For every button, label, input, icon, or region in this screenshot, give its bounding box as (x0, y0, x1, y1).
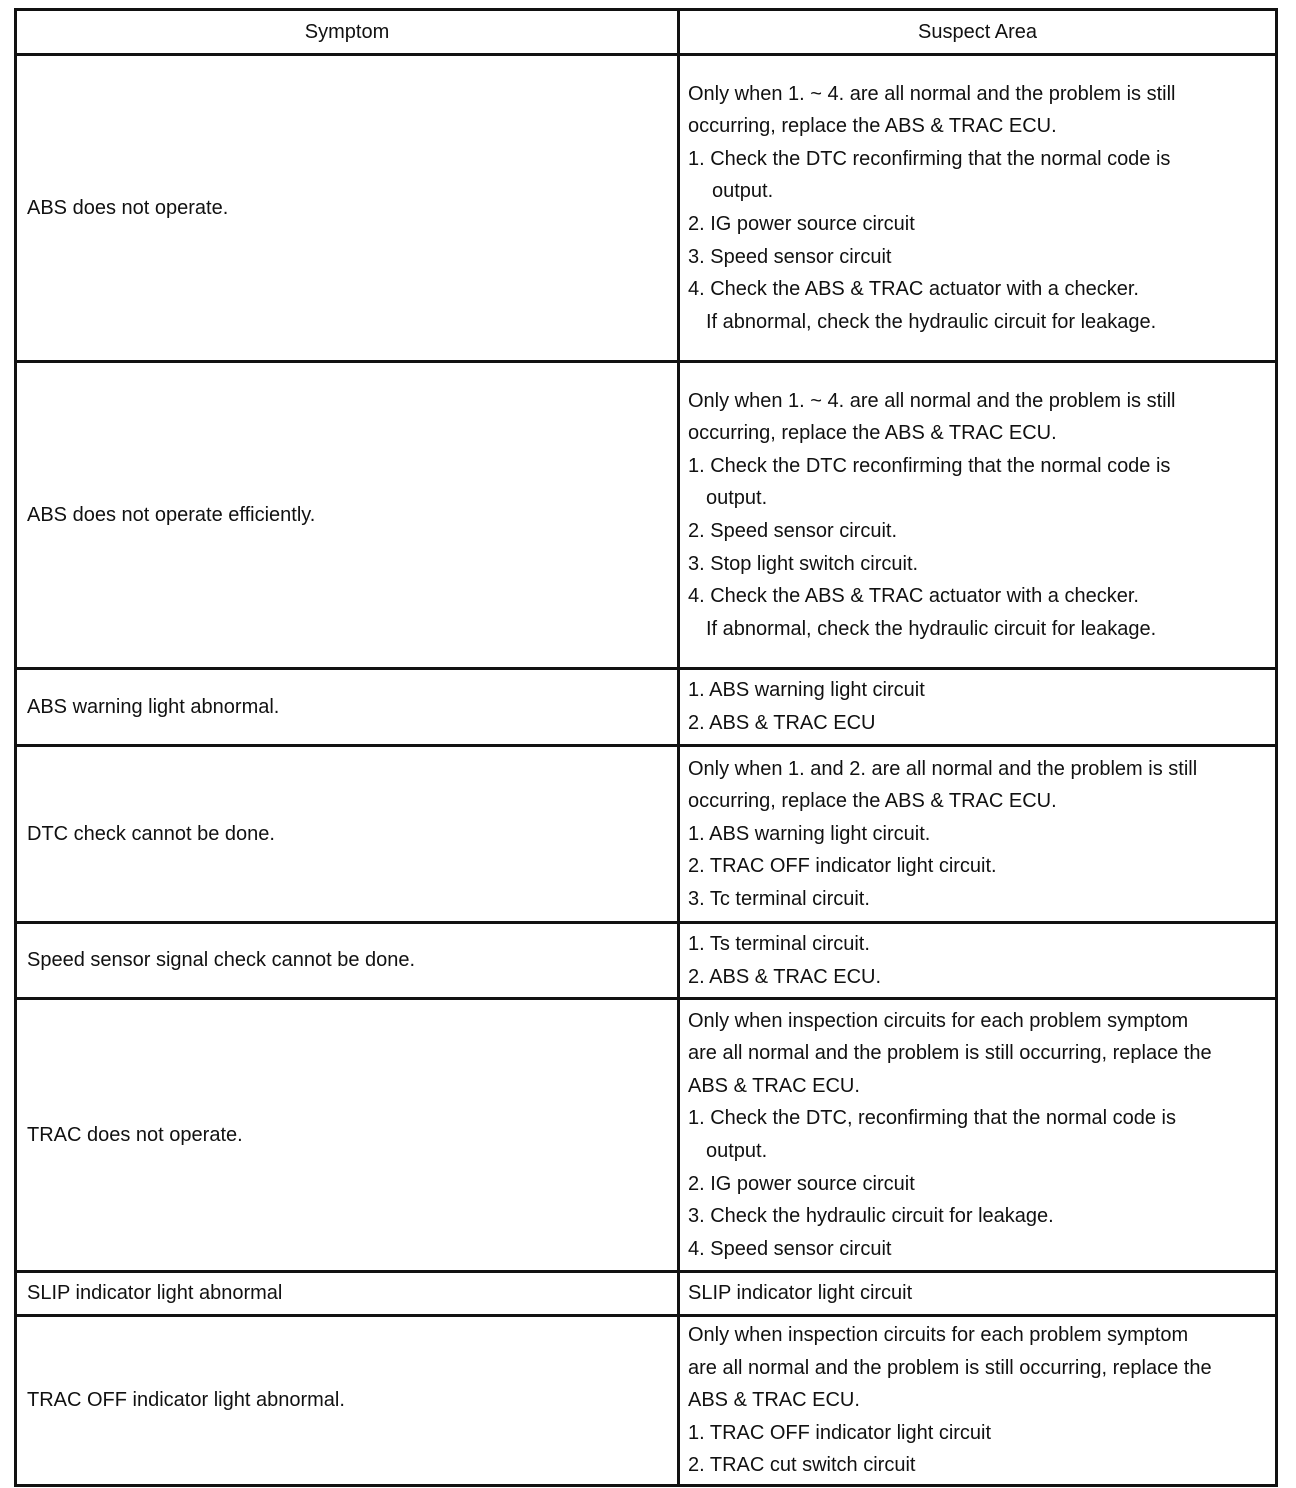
suspect-line: output. (706, 1140, 768, 1162)
suspect-line: Only when 1. ~ 4. are all normal and the problem is still (688, 389, 1176, 412)
table-row (17, 1314, 1275, 1484)
suspect-line: 1. Check the DTC reconfirming that the normal code is (688, 147, 1171, 170)
suspect-area-cell (680, 1317, 1275, 1484)
suspect-area-cell (680, 56, 1275, 360)
suspect-line: Only when 1. and 2. are all normal and the problem is still (688, 757, 1198, 780)
suspect-area-cell (680, 747, 1275, 921)
table-row (17, 667, 1275, 744)
suspect-line: output. (712, 180, 774, 203)
suspect-line: 1. Check the DTC, reconfirming that the normal code is (688, 1107, 1176, 1130)
suspect-line: 2. IG power source circuit (688, 213, 915, 235)
suspect-line: 2. TRAC OFF indicator light circuit. (688, 855, 997, 878)
suspect-line: ABS & TRAC ECU. (688, 1389, 860, 1412)
suspect-line: occurring, replace the ABS & TRAC ECU. (688, 422, 1057, 445)
symptom-cell: TRAC does not operate. (17, 1000, 680, 1270)
suspect-line: If abnormal, check the hydraulic circuit for leakage. (706, 617, 1157, 640)
header-symptom: Symptom (17, 11, 680, 53)
symptom-cell: TRAC OFF indicator light abnormal. (17, 1317, 680, 1484)
symptom-cell: ABS does not operate. (17, 56, 680, 360)
symptom-cell: DTC check cannot be done. (17, 747, 680, 921)
suspect-line: 1. Check the DTC reconfirming that the normal code is (688, 454, 1171, 477)
suspect-line: output. (706, 487, 768, 510)
suspect-line: 1. ABS warning light circuit. (688, 822, 931, 845)
suspect-line: 1. TRAC OFF indicator light circuit (688, 1421, 992, 1444)
suspect-line: SLIP indicator light circuit (688, 1282, 913, 1305)
header-suspect-area: Suspect Area (918, 21, 1037, 43)
suspect-line: 3. Speed sensor circuit (688, 245, 892, 268)
suspect-area-cell (680, 1000, 1275, 1270)
suspect-area-cell (680, 670, 1275, 744)
suspect-line: 4. Check the ABS & TRAC actuator with a checker. (688, 278, 1139, 301)
suspect-area-cell (680, 924, 1275, 997)
suspect-line: 1. ABS warning light circuit (688, 679, 925, 702)
table-row (17, 1270, 1275, 1314)
suspect-line: occurring, replace the ABS & TRAC ECU. (688, 115, 1057, 138)
suspect-area-cell (680, 363, 1275, 667)
suspect-line: Only when inspection circuits for each problem symptom (688, 1324, 1189, 1347)
table-header-row (17, 11, 1275, 53)
suspect-line: 2. Speed sensor circuit. (688, 520, 897, 542)
suspect-line: occurring, replace the ABS & TRAC ECU. (688, 790, 1057, 813)
suspect-line: If abnormal, check the hydraulic circuit for leakage. (706, 310, 1157, 333)
suspect-line: 4. Speed sensor circuit (688, 1237, 892, 1260)
suspect-line: 2. IG power source circuit (688, 1172, 915, 1195)
suspect-line: 3. Stop light switch circuit. (688, 552, 919, 575)
suspect-line: are all normal and the problem is still occurring, replace the (688, 1356, 1212, 1379)
suspect-line: 4. Check the ABS & TRAC actuator with a checker. (688, 585, 1139, 608)
table-row (17, 53, 1275, 360)
suspect-line: 2. ABS & TRAC ECU (688, 712, 876, 734)
symptom-cell: SLIP indicator light abnormal (17, 1273, 680, 1314)
suspect-line: 2. ABS & TRAC ECU. (688, 965, 882, 988)
suspect-area-cell (680, 1273, 1275, 1314)
suspect-line: ABS & TRAC ECU. (688, 1074, 860, 1097)
symptom-cell: Speed sensor signal check cannot be done. (17, 924, 680, 997)
symptom-cell: ABS warning light abnormal. (17, 670, 680, 744)
troubleshooting-table (14, 8, 1278, 1487)
symptom-cell: ABS does not operate efficiently. (17, 363, 680, 667)
suspect-line: 2. TRAC cut switch circuit (688, 1454, 916, 1477)
table-row (17, 921, 1275, 997)
suspect-line: 3. Check the hydraulic circuit for leakage. (688, 1205, 1054, 1228)
suspect-line: 1. Ts terminal circuit. (688, 932, 870, 955)
table-row (17, 997, 1275, 1270)
suspect-line: 3. Tc terminal circuit. (688, 887, 870, 910)
table-row (17, 360, 1275, 667)
suspect-line: are all normal and the problem is still occurring, replace the (688, 1042, 1212, 1065)
suspect-line: Only when inspection circuits for each problem symptom (688, 1009, 1189, 1032)
table-row (17, 744, 1275, 921)
suspect-line: Only when 1. ~ 4. are all normal and the problem is still (688, 82, 1176, 105)
